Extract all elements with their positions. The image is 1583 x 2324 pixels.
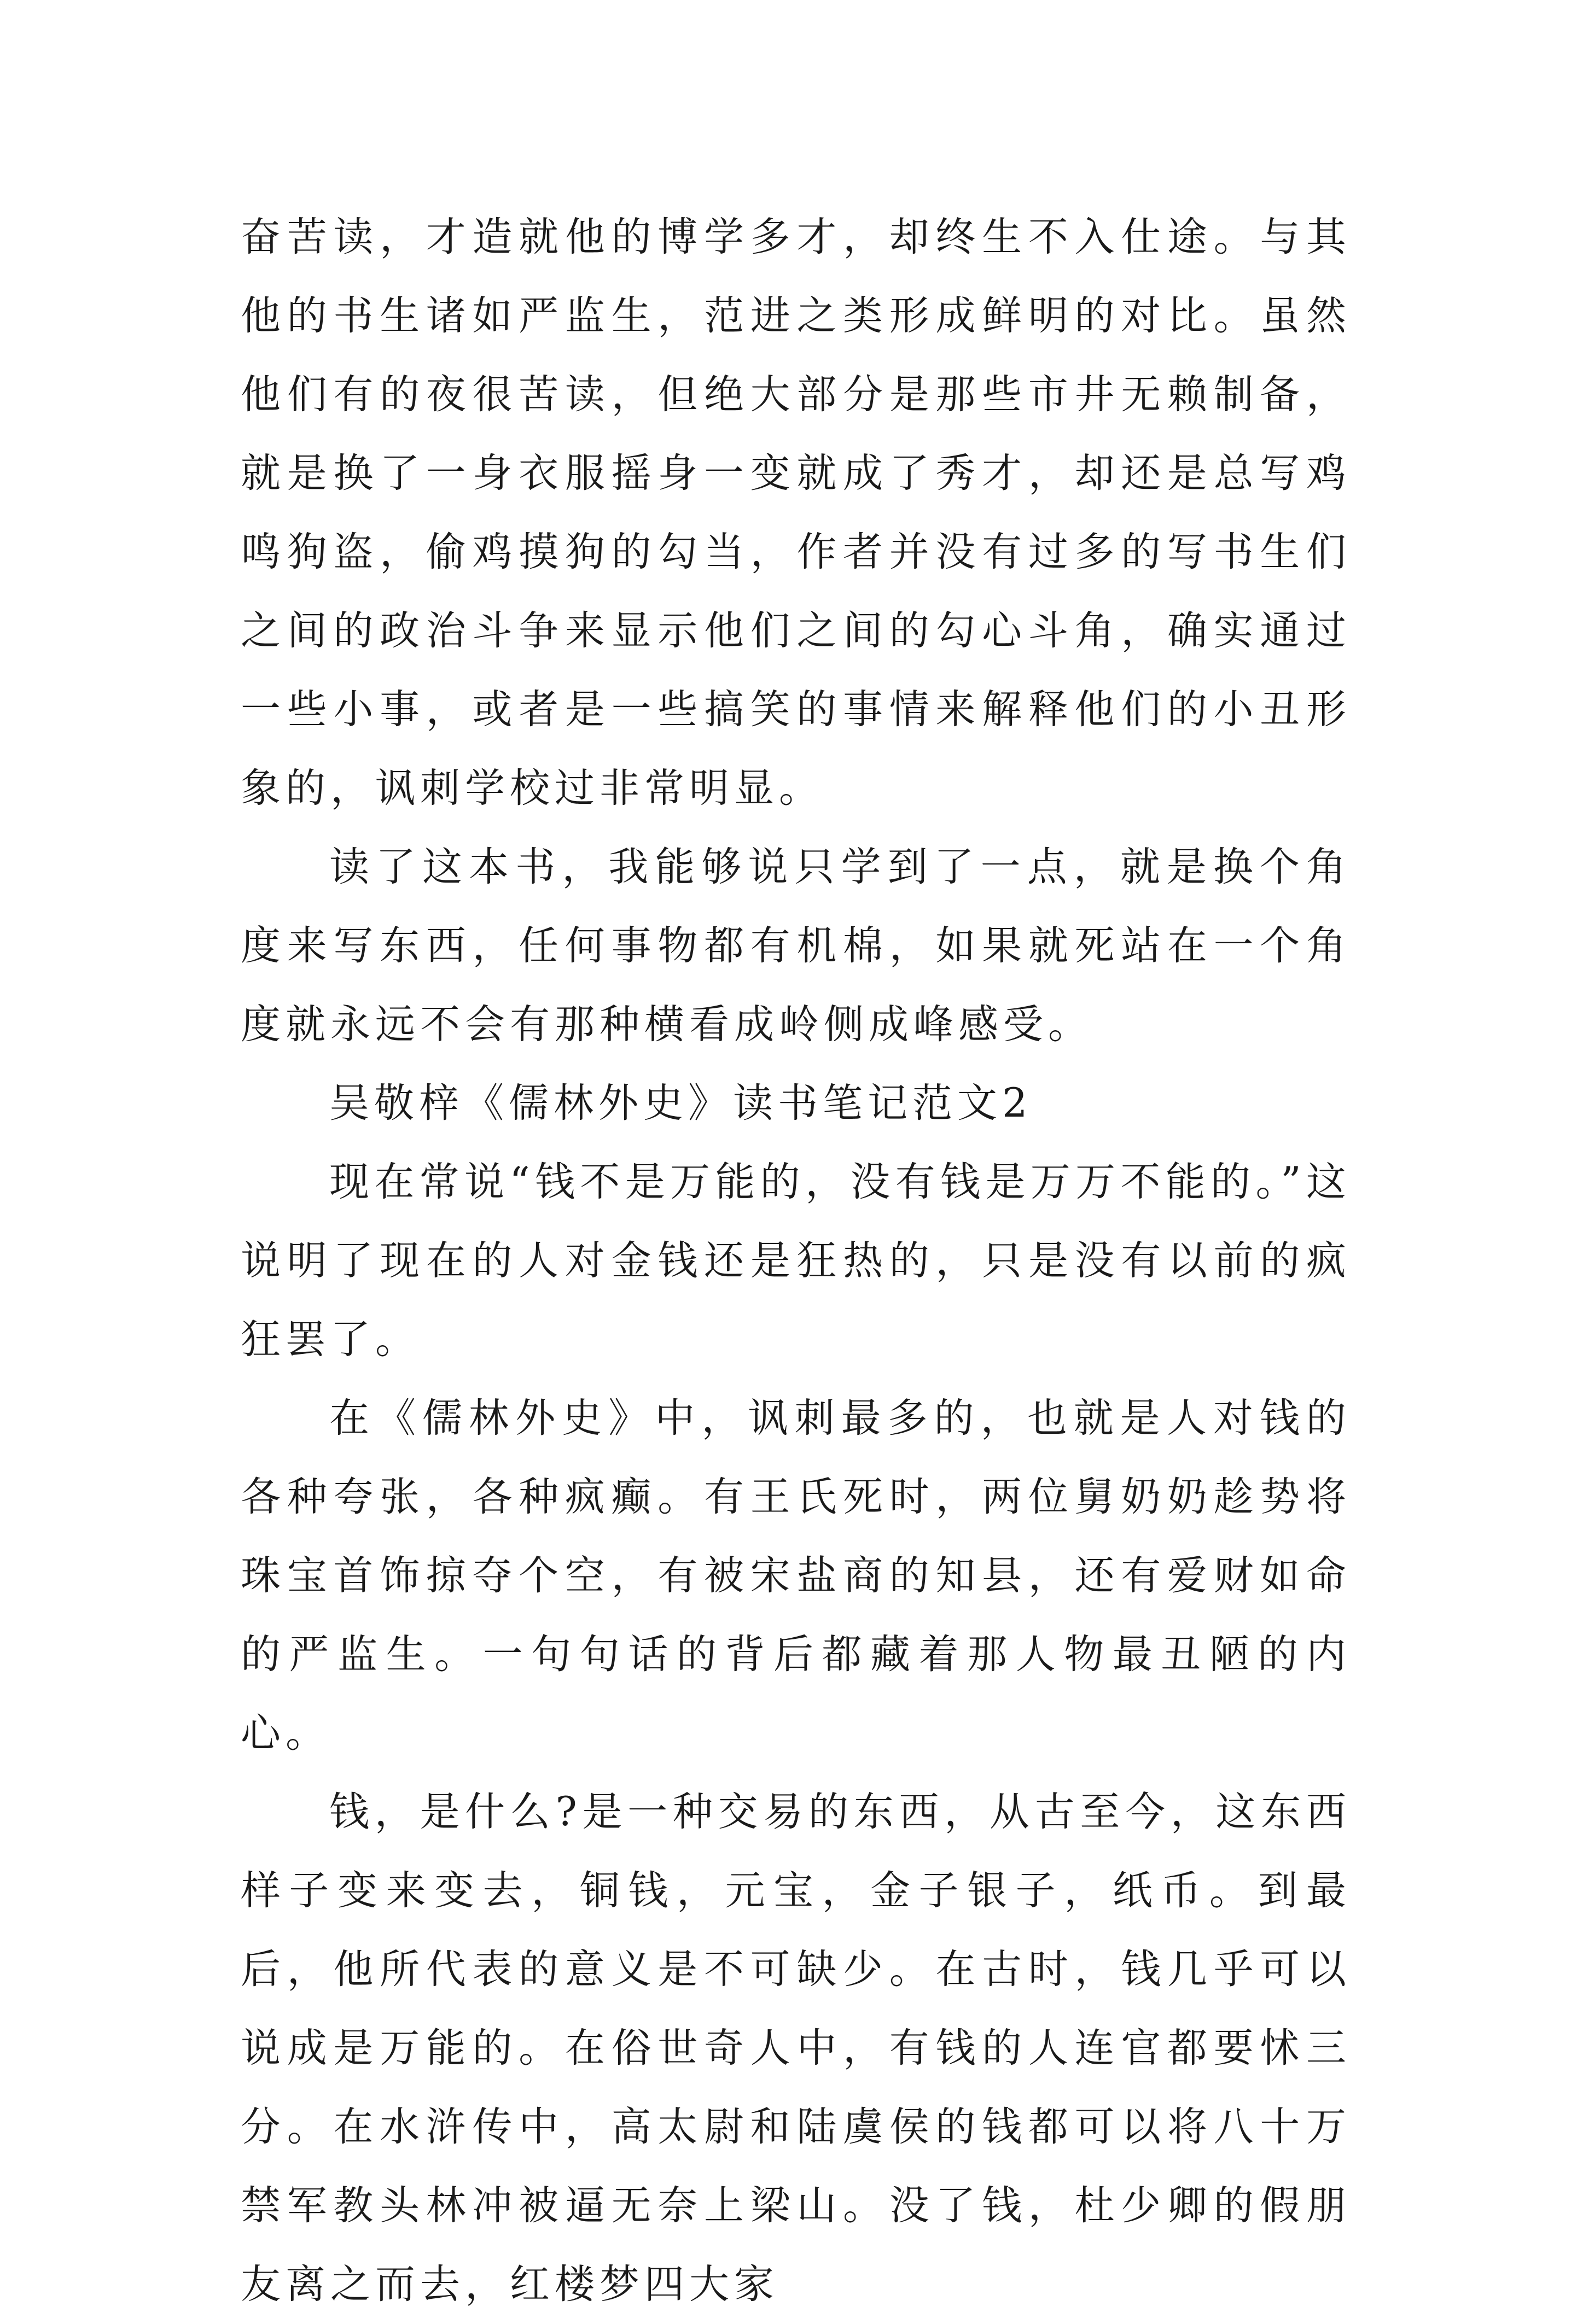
paragraph-reflection: 读了这本书，我能够说只学到了一点，就是换个角度来写东西，任何事物都有机棉，如果就死站在一个角度就永远不会有那种横看成岭侧成峰感受。: [241, 844, 1351, 1048]
paragraph-satire: 在《儒林外史》中，讽刺最多的，也就是人对钱的各种夸张，各种疯癫。有王氏死时，两位舅奶奶趁势将珠宝首饰掠夺个空，有被宋盐商的知县，还有爱财如命的严监生。一句句话的背后都藏着那人物最丑陋的内心。: [241, 1395, 1351, 1756]
paragraph-money-saying: 现在常说“钱不是万能的，没有钱是万万不能的。”这说明了现在的人对金钱还是狂热的，只是没有以前的疯狂罢了。: [241, 1159, 1351, 1363]
paragraph-continued: 奋苦读，才造就他的博学多才，却终生不入仕途。与其他的书生诸如严监生，范进之类形成鲜明的对比。虽然他们有的夜很苦读，但绝大部分是那些市井无赖制备，就是换了一身衣服摇身一变就成了秀才，却还是总写鸡鸣狗盗，偷鸡摸狗的勾当，作者并没有过多的写书生们之间的政治斗争来显示他们之间的勾心斗角，确实通过一些小事，或者是一些搞笑的事情来解释他们的小丑形象的，讽刺学校过非常明显。: [241, 214, 1351, 811]
paragraph-what-is-money: 钱，是什么?是一种交易的东西，从古至今，这东西样子变来变去，铜钱，元宝，金子银子，纸币。到最后，他所代表的意义是不可缺少。在古时，钱几乎可以说成是万能的。在俗世奇人中，有钱的人连官都要怵三分。在水浒传中，高太尉和陆虞侯的钱都可以将八十万禁军教头林冲被逼无奈上梁山。没了钱，杜少卿的假朋友离之而去，红楼梦四大家: [241, 1789, 1351, 2308]
section-heading: 吴敬梓《儒林外史》读书笔记范文2: [329, 1080, 1033, 1126]
document-body: [241, 198, 1351, 2324]
